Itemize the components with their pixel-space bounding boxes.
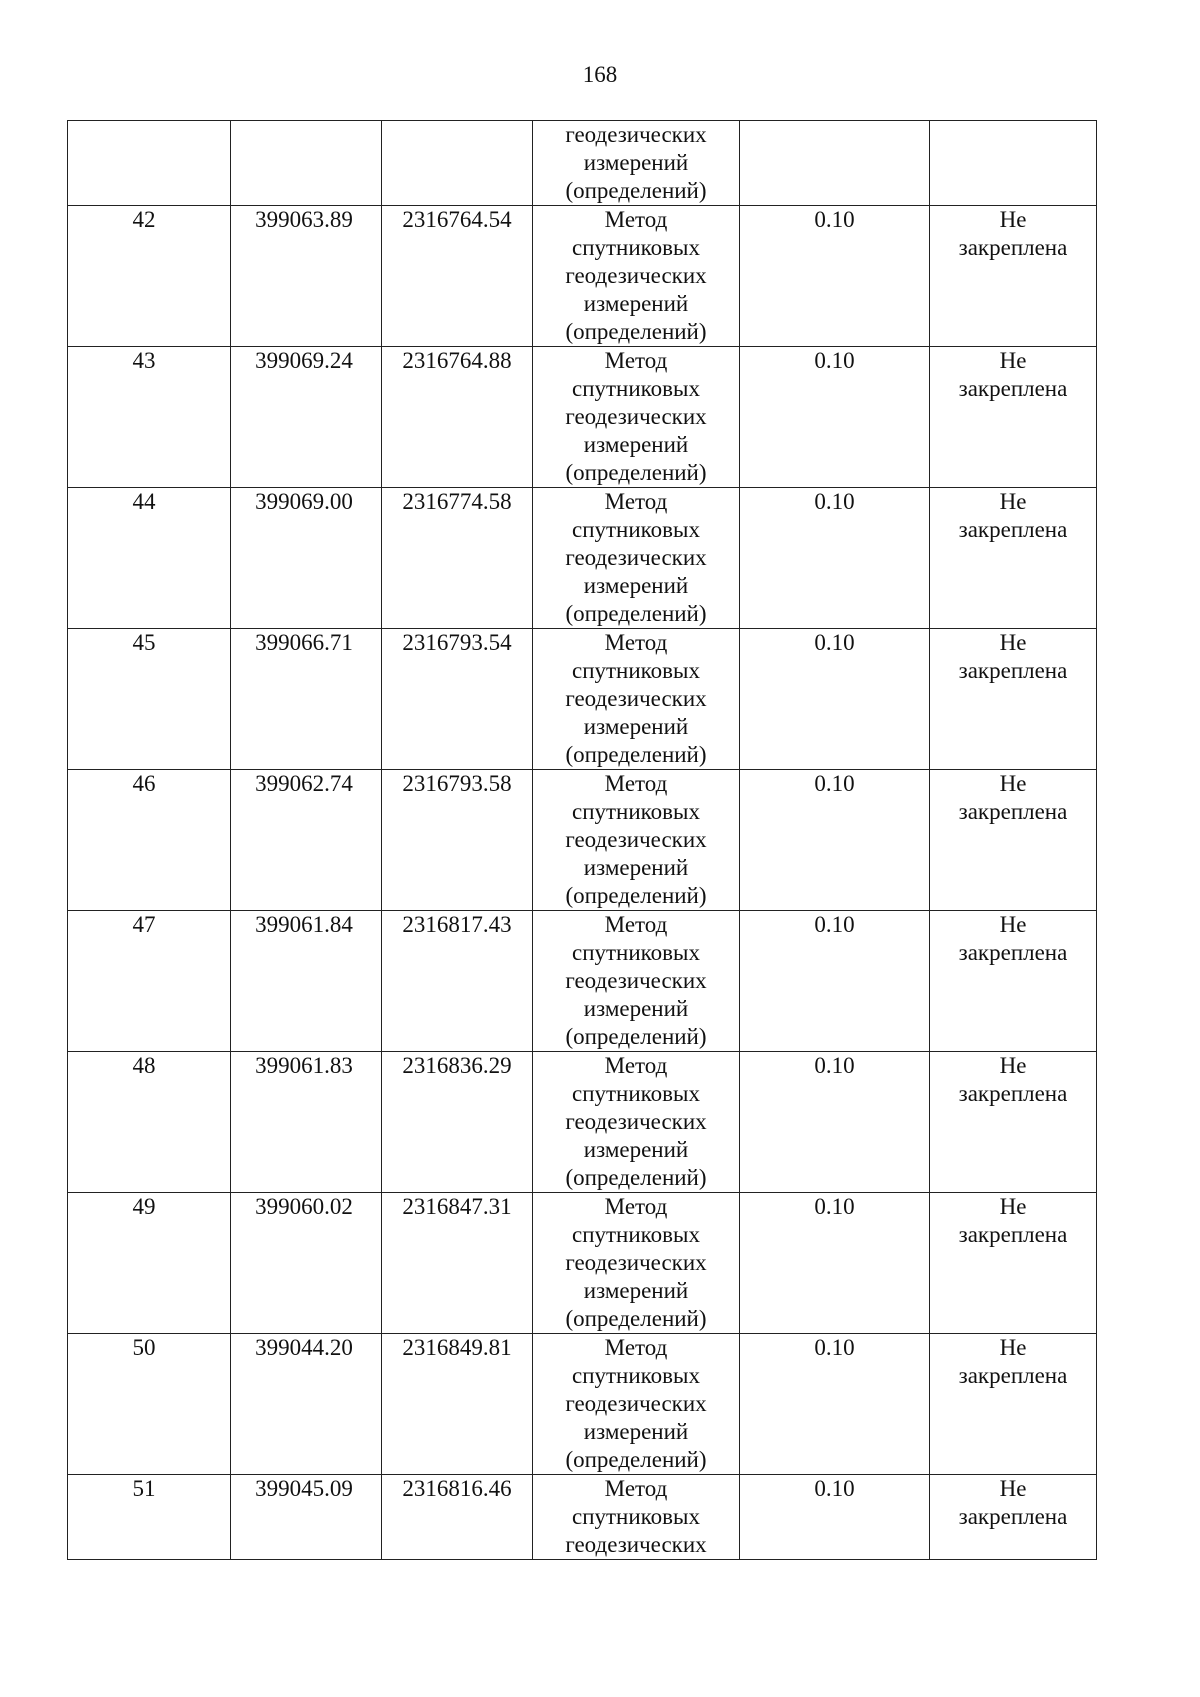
point-number-cell: 48 xyxy=(68,1052,231,1193)
accuracy-cell xyxy=(740,121,930,206)
accuracy-cell: 0.10 xyxy=(740,347,930,488)
method-cell: Метод спутниковых геодезических измерений (определений) xyxy=(533,1334,740,1475)
x-coordinate-cell: 399045.09 xyxy=(231,1475,382,1560)
accuracy-cell: 0.10 xyxy=(740,1334,930,1475)
method-cell: Метод спутниковых геодезических измерений (определений) xyxy=(533,770,740,911)
y-coordinate-cell: 2316847.31 xyxy=(382,1193,533,1334)
point-number-cell: 46 xyxy=(68,770,231,911)
coordinates-table-body xyxy=(68,121,1097,1560)
marking-cell: Не закреплена xyxy=(930,770,1097,911)
point-number-cell: 51 xyxy=(68,1475,231,1560)
method-cell: Метод спутниковых геодезических xyxy=(533,1475,740,1560)
accuracy-cell: 0.10 xyxy=(740,488,930,629)
x-coordinate-cell xyxy=(231,121,382,206)
table-row xyxy=(68,206,1097,347)
method-cell: Метод спутниковых геодезических измерений (определений) xyxy=(533,347,740,488)
x-coordinate-cell: 399063.89 xyxy=(231,206,382,347)
x-coordinate-cell: 399044.20 xyxy=(231,1334,382,1475)
point-number-cell: 49 xyxy=(68,1193,231,1334)
y-coordinate-cell: 2316816.46 xyxy=(382,1475,533,1560)
y-coordinate-cell: 2316849.81 xyxy=(382,1334,533,1475)
x-coordinate-cell: 399066.71 xyxy=(231,629,382,770)
y-coordinate-cell: 2316764.54 xyxy=(382,206,533,347)
x-coordinate-cell: 399061.84 xyxy=(231,911,382,1052)
table-row xyxy=(68,1052,1097,1193)
y-coordinate-cell xyxy=(382,121,533,206)
method-cell: Метод спутниковых геодезических измерений (определений) xyxy=(533,206,740,347)
table-row xyxy=(68,1475,1097,1560)
accuracy-cell: 0.10 xyxy=(740,629,930,770)
table-row xyxy=(68,1193,1097,1334)
marking-cell: Не закреплена xyxy=(930,347,1097,488)
x-coordinate-cell: 399069.24 xyxy=(231,347,382,488)
y-coordinate-cell: 2316793.54 xyxy=(382,629,533,770)
x-coordinate-cell: 399060.02 xyxy=(231,1193,382,1334)
marking-cell: Не закреплена xyxy=(930,206,1097,347)
point-number-cell xyxy=(68,121,231,206)
marking-cell: Не закреплена xyxy=(930,1334,1097,1475)
accuracy-cell: 0.10 xyxy=(740,1193,930,1334)
point-number-cell: 42 xyxy=(68,206,231,347)
coordinates-table xyxy=(67,120,1097,1560)
method-cell: геодезических измерений (определений) xyxy=(533,121,740,206)
marking-cell: Не закреплена xyxy=(930,488,1097,629)
marking-cell: Не закреплена xyxy=(930,629,1097,770)
y-coordinate-cell: 2316793.58 xyxy=(382,770,533,911)
point-number-cell: 44 xyxy=(68,488,231,629)
point-number-cell: 47 xyxy=(68,911,231,1052)
table-row xyxy=(68,770,1097,911)
point-number-cell: 45 xyxy=(68,629,231,770)
marking-cell: Не закреплена xyxy=(930,1052,1097,1193)
method-cell: Метод спутниковых геодезических измерений (определений) xyxy=(533,911,740,1052)
marking-cell xyxy=(930,121,1097,206)
point-number-cell: 50 xyxy=(68,1334,231,1475)
method-cell: Метод спутниковых геодезических измерений (определений) xyxy=(533,488,740,629)
y-coordinate-cell: 2316836.29 xyxy=(382,1052,533,1193)
accuracy-cell: 0.10 xyxy=(740,206,930,347)
accuracy-cell: 0.10 xyxy=(740,1475,930,1560)
marking-cell: Не закреплена xyxy=(930,1475,1097,1560)
method-cell: Метод спутниковых геодезических измерений (определений) xyxy=(533,629,740,770)
x-coordinate-cell: 399069.00 xyxy=(231,488,382,629)
table-row xyxy=(68,347,1097,488)
marking-cell: Не закреплена xyxy=(930,911,1097,1052)
y-coordinate-cell: 2316764.88 xyxy=(382,347,533,488)
point-number-cell: 43 xyxy=(68,347,231,488)
accuracy-cell: 0.10 xyxy=(740,1052,930,1193)
marking-cell: Не закреплена xyxy=(930,1193,1097,1334)
accuracy-cell: 0.10 xyxy=(740,770,930,911)
table-row xyxy=(68,911,1097,1052)
table-row xyxy=(68,488,1097,629)
x-coordinate-cell: 399062.74 xyxy=(231,770,382,911)
table-row xyxy=(68,1334,1097,1475)
x-coordinate-cell: 399061.83 xyxy=(231,1052,382,1193)
accuracy-cell: 0.10 xyxy=(740,911,930,1052)
y-coordinate-cell: 2316774.58 xyxy=(382,488,533,629)
table-row-continuation xyxy=(68,121,1097,206)
y-coordinate-cell: 2316817.43 xyxy=(382,911,533,1052)
table-row xyxy=(68,629,1097,770)
method-cell: Метод спутниковых геодезических измерений (определений) xyxy=(533,1052,740,1193)
page-number: 168 xyxy=(582,62,618,87)
method-cell: Метод спутниковых геодезических измерений (определений) xyxy=(533,1193,740,1334)
